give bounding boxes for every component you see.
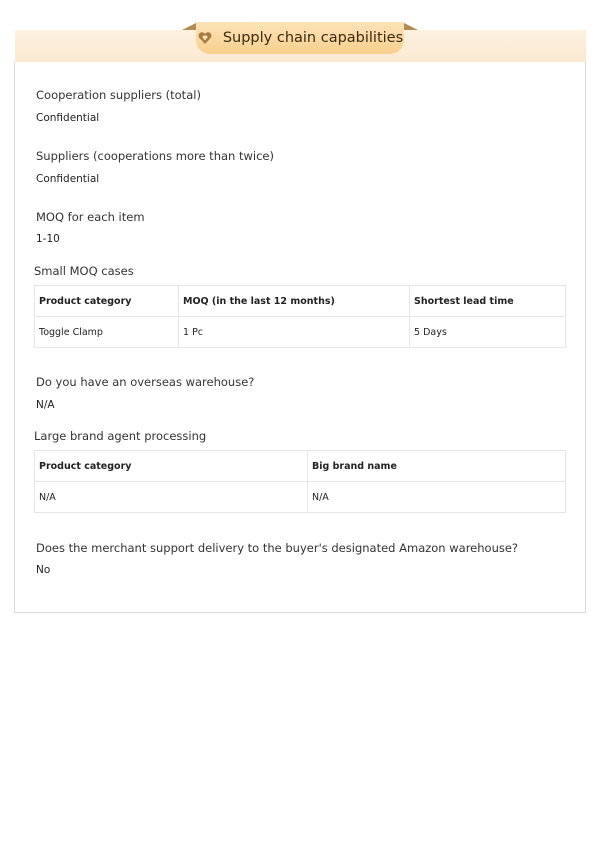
amazon-value: No: [36, 564, 51, 576]
coop-total-label: Cooperation suppliers (total): [36, 88, 201, 102]
header-lead-time: Shortest lead time: [410, 286, 566, 317]
overseas-label: Do you have an overseas warehouse?: [36, 375, 255, 389]
brand-table: [34, 450, 566, 513]
header-brand-name: Big brand name: [308, 451, 566, 482]
header-product-category: Product category: [35, 451, 308, 482]
moq-value: 1-10: [36, 233, 60, 245]
header-moq: MOQ (in the last 12 months): [179, 286, 410, 317]
table-header-row: [35, 451, 566, 482]
coop-twice-value: Confidential: [36, 173, 100, 185]
cell-brand-name: N/A: [308, 482, 566, 513]
section-title: Supply chain capabilities: [222, 30, 404, 46]
brand-title: Large brand agent processing: [34, 429, 207, 443]
table-row: [35, 482, 566, 513]
ribbon-fold-right: [404, 23, 418, 30]
moq-label: MOQ for each item: [36, 210, 145, 224]
overseas-value: N/A: [36, 399, 55, 411]
amazon-label: Does the merchant support delivery to the buyer's designated Amazon warehouse?: [36, 541, 519, 555]
heart-diamond-icon: [197, 30, 213, 46]
table-row: [35, 317, 566, 348]
small-moq-table: [34, 285, 566, 348]
header-product-category: Product category: [35, 286, 179, 317]
cell-lead-time: 5 Days: [410, 317, 566, 348]
cell-product-category: N/A: [35, 482, 308, 513]
coop-total-value: Confidential: [36, 112, 100, 124]
section-title-ribbon: [196, 22, 404, 54]
table-header-row: [35, 286, 566, 317]
cell-moq: 1 Pc: [179, 317, 410, 348]
cell-product-category: Toggle Clamp: [35, 317, 179, 348]
coop-twice-label: Suppliers (cooperations more than twice): [36, 149, 274, 163]
ribbon-fold-left: [182, 23, 196, 30]
small-moq-title: Small MOQ cases: [34, 264, 134, 278]
